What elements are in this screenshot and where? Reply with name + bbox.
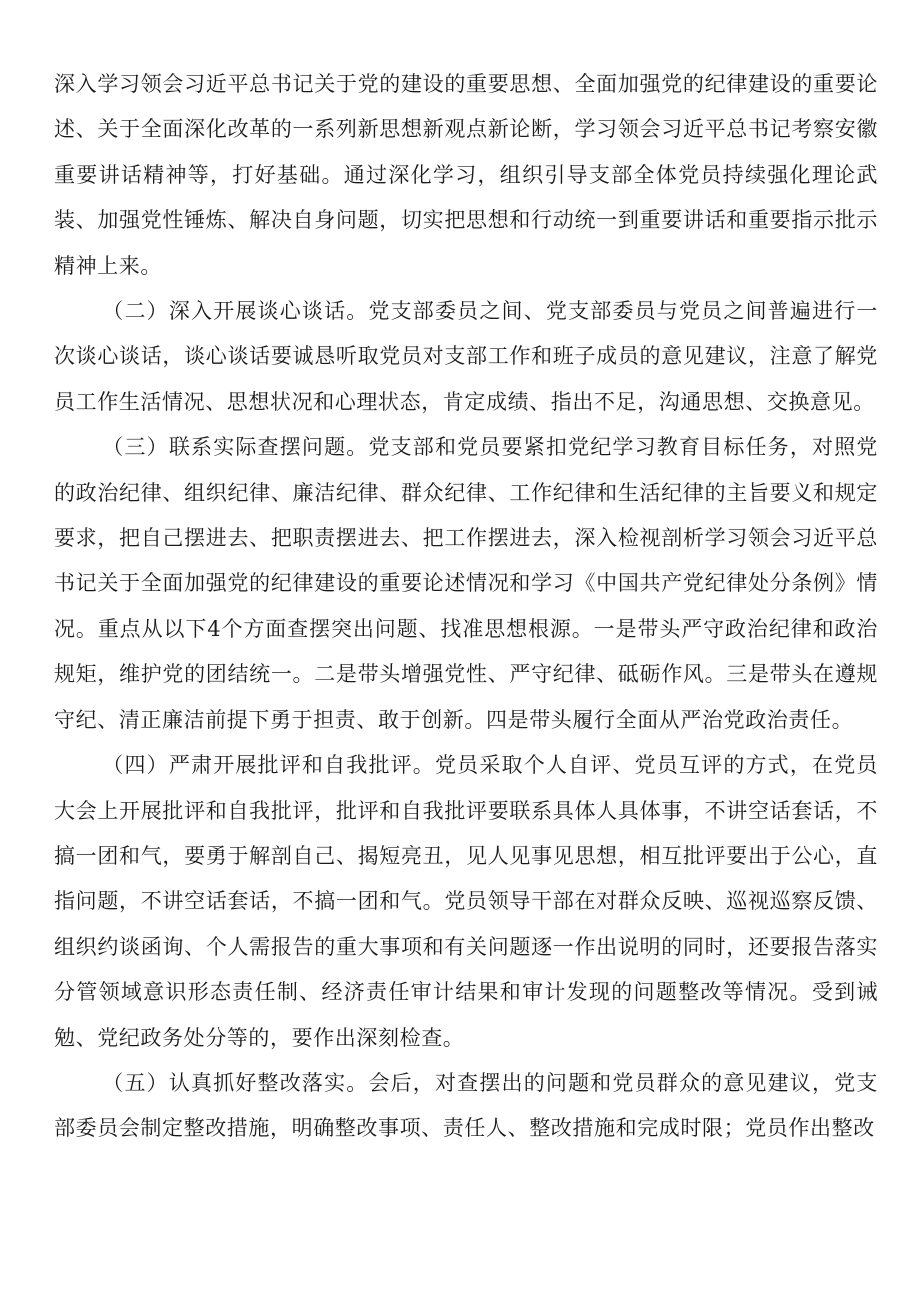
document-page [54, 62, 878, 1152]
paragraph-criticism-self-criticism: （四）严肃开展批评和自我批评。党员采取个人自评、党员互评的方式，在党员大会上开展批评和自我批评，批评和自我批评要联系具体人具体事，不讲空话套话，不搞一团和气，要勇于解剖自己、揭短亮丑，见人见事见思想，相互批评要出于公心，直指问题，不讲空话套话，不搞一团和气。党员领导干部在对群众反映、巡视巡察反馈、组织约谈函询、个人需报告的重大事项和有关问题逐一作出说明的同时，还要报告落实分管领域意识形态责任制、经济责任审计结果和审计发现的问题整改等情况。受到诫勉、党纪政务处分等的，要作出深刻检查。 [54, 753, 878, 1050]
paragraph-rectification: （五）认真抓好整改落实。会后，对查摆出的问题和党员群众的意见建议，党支部委员会制定整改措施，明确整改事项、责任人、整改措施和完成时限；党员作出整改 [54, 1070, 878, 1141]
paragraph-identify-problems: （三）联系实际查摆问题。党支部和党员要紧扣党纪学习教育目标任务，对照党的政治纪律、组织纪律、廉洁纪律、群众纪律、工作纪律和生活纪律的主旨要义和规定要求，把自己摆进去、把职责摆进去、把工作摆进去，深入检视剖析学习领会习近平总书记关于全面加强党的纪律建设的重要论述情况和学习《中国共产党纪律处分条例》情况。重点从以下4个方面查摆突出问题、找准思想根源。一是带头严守政治纪律和政治规矩，维护党的团结统一。二是带头增强党性、严守纪律、砥砺作风。三是带头在遵规守纪、清正廉洁前提下勇于担责、敢于创新。四是带头履行全面从严治党政治责任。 [54, 435, 878, 732]
paragraph-study: 深入学习领会习近平总书记关于党的建设的重要思想、全面加强党的纪律建设的重要论述、关于全面深化改革的一系列新思想新观点新论断，学习领会习近平总书记考察安徽重要讲话精神等，打好基础。通过深化学习，组织引导支部全体党员持续强化理论武装、加强党性锤炼、解决自身问题，切实把思想和行动统一到重要讲话和重要指示批示精神上来。 [54, 72, 878, 278]
paragraph-heart-to-heart-talks: （二）深入开展谈心谈话。党支部委员之间、党支部委员与党员之间普遍进行一次谈心谈话，谈心谈话要诚恳听取党员对支部工作和班子成员的意见建议，注意了解党员工作生活情况、思想状况和心理状态，肯定成绩、指出不足，沟通思想、交换意见。 [54, 299, 878, 414]
